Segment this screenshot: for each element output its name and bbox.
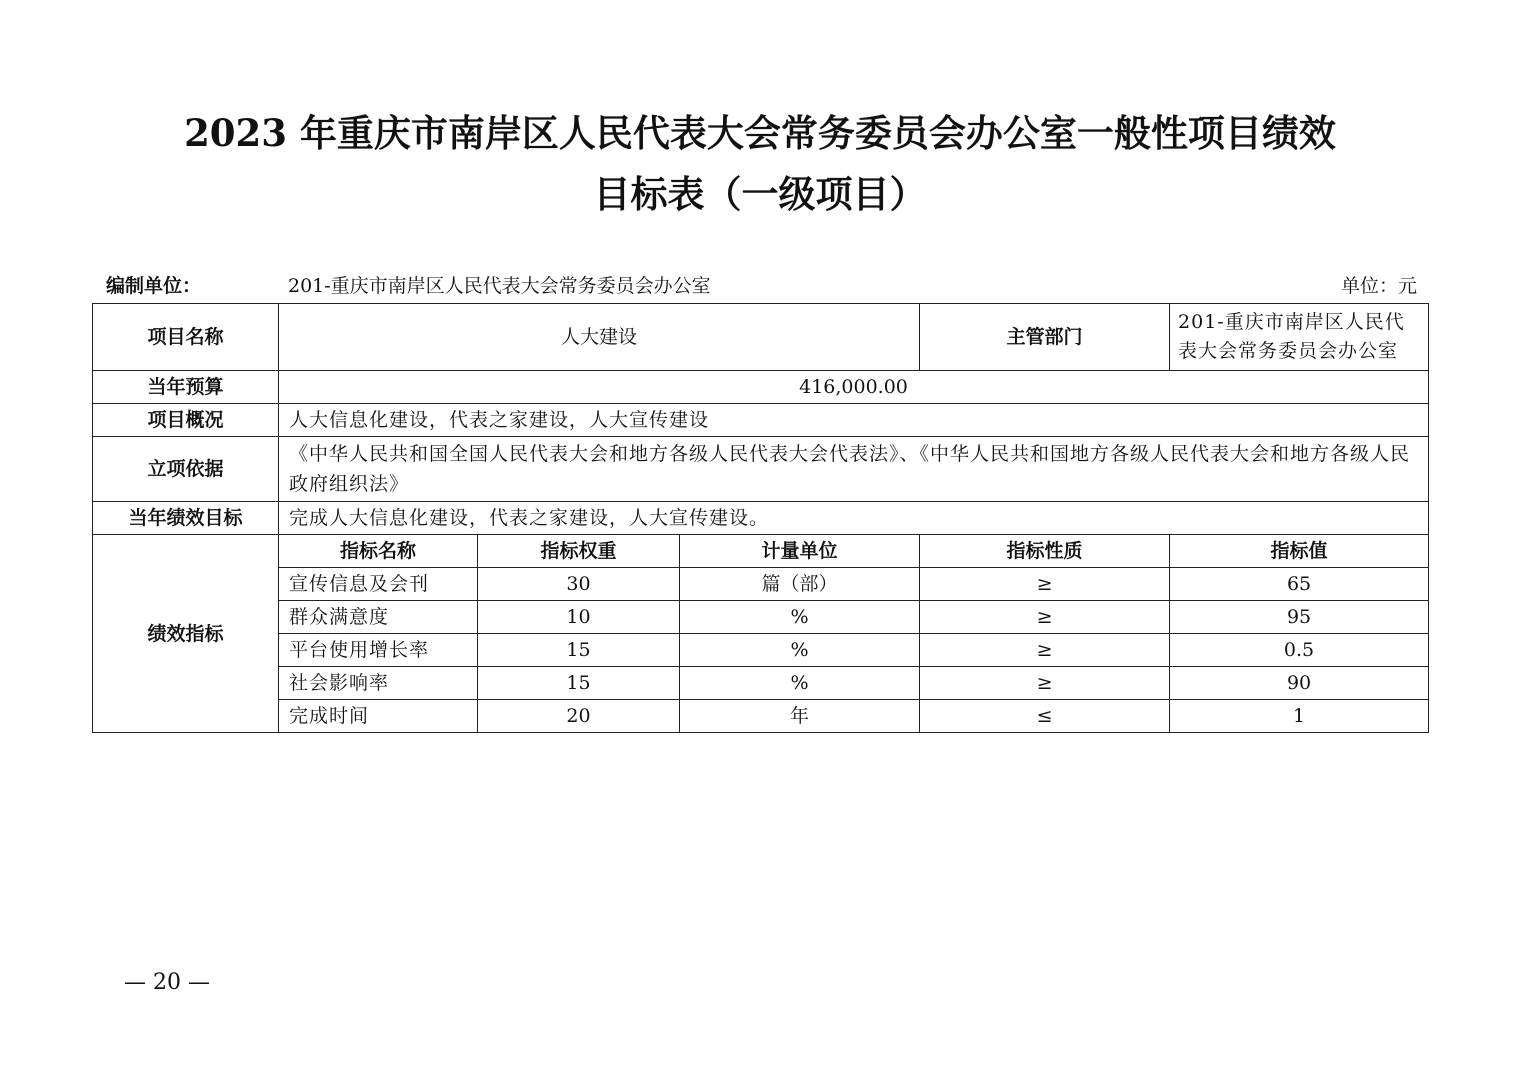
project-name-label: 项目名称: [93, 304, 279, 371]
indicator-unit: 年: [680, 700, 920, 733]
indicator-name: 宣传信息及会刊: [279, 568, 478, 601]
department-value: 201-重庆市南岸区人民代表大会常务委员会办公室: [1170, 304, 1429, 371]
indicator-nature: ≥: [920, 634, 1170, 667]
indicator-nature: ≥: [920, 568, 1170, 601]
indicator-name: 平台使用增长率: [279, 634, 478, 667]
indicator-unit: %: [680, 667, 920, 700]
indicator-unit: %: [680, 634, 920, 667]
indicator-header-weight: 指标权重: [478, 535, 680, 568]
table-row: [93, 568, 1429, 601]
indicator-weight: 15: [478, 667, 680, 700]
indicator-unit: 篇（部）: [680, 568, 920, 601]
currency-unit: 单位：元: [1340, 275, 1417, 297]
project-name-value: 人大建设: [279, 304, 920, 371]
table-row: [93, 601, 1429, 634]
overview-row: [93, 404, 1429, 437]
indicator-header-row: [93, 535, 1429, 568]
budget-value: 416,000.00: [279, 371, 1429, 404]
project-name-row: [93, 304, 1429, 371]
indicator-nature: ≥: [920, 601, 1170, 634]
annual-goal-label: 当年绩效目标: [93, 502, 279, 535]
compiling-unit-name: 201-重庆市南岸区人民代表大会常务委员会办公室: [288, 275, 711, 297]
table-row: [93, 700, 1429, 733]
indicator-value: 65: [1170, 568, 1429, 601]
budget-label: 当年预算: [93, 371, 279, 404]
indicator-value: 90: [1170, 667, 1429, 700]
indicator-weight: 20: [478, 700, 680, 733]
document-title-line-2: 目标表（一级项目）: [593, 172, 927, 216]
indicator-header-name: 指标名称: [279, 535, 478, 568]
indicator-weight: 30: [478, 568, 680, 601]
indicator-weight: 10: [478, 601, 680, 634]
indicator-unit: %: [680, 601, 920, 634]
indicator-value: 0.5: [1170, 634, 1429, 667]
basis-value: 《中华人民共和国全国人民代表大会和地方各级人民代表大会代表法》、《中华人民共和国地方各级人民代表大会和地方各级人民政府组织法》: [279, 437, 1429, 502]
table-row: [93, 634, 1429, 667]
page-number: — 20 —: [124, 970, 210, 995]
table-row: [93, 667, 1429, 700]
indicator-name: 完成时间: [279, 700, 478, 733]
indicators-section-label: 绩效指标: [93, 535, 279, 733]
budget-row: [93, 371, 1429, 404]
indicator-name: 群众满意度: [279, 601, 478, 634]
indicator-name: 社会影响率: [279, 667, 478, 700]
document-title-line-1: 2023 年重庆市南岸区人民代表大会常务委员会办公室一般性项目绩效: [184, 111, 1336, 155]
overview-label: 项目概况: [93, 404, 279, 437]
indicator-weight: 15: [478, 634, 680, 667]
annual-goal-row: [93, 502, 1429, 535]
performance-target-table: [92, 303, 1429, 733]
indicator-header-nature: 指标性质: [920, 535, 1170, 568]
basis-label: 立项依据: [93, 437, 279, 502]
basis-row: [93, 437, 1429, 502]
annual-goal-value: 完成人大信息化建设，代表之家建设，人大宣传建设。: [279, 502, 1429, 535]
indicator-nature: ≤: [920, 700, 1170, 733]
overview-value: 人大信息化建设，代表之家建设，人大宣传建设: [279, 404, 1429, 437]
indicator-value: 1: [1170, 700, 1429, 733]
compiling-unit-label: 编制单位：: [106, 275, 202, 297]
indicator-value: 95: [1170, 601, 1429, 634]
indicator-header-value: 指标值: [1170, 535, 1429, 568]
indicator-nature: ≥: [920, 667, 1170, 700]
indicator-header-unit: 计量单位: [680, 535, 920, 568]
department-label: 主管部门: [920, 304, 1170, 371]
